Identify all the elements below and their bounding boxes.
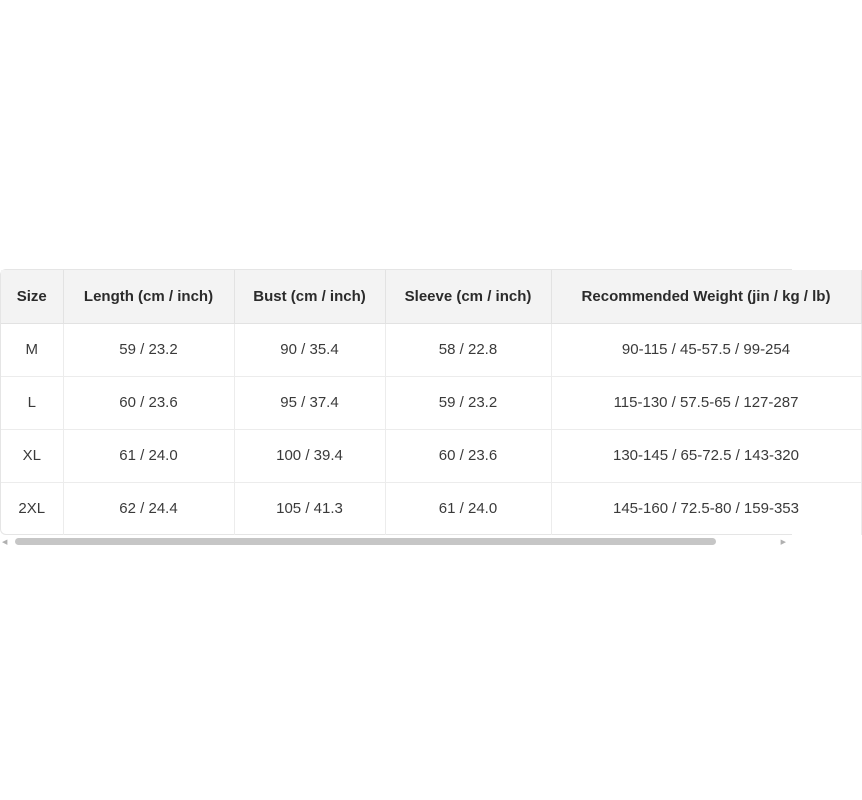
- cell-bust: 105 / 41.3: [234, 482, 385, 535]
- cell-length: 62 / 24.4: [63, 482, 234, 535]
- cell-weight: 130-145 / 65-72.5 / 143-320: [551, 429, 861, 482]
- header-sleeve: Sleeve (cm / inch): [385, 270, 551, 323]
- header-recommended-weight: Recommended Weight (jin / kg / lb): [551, 270, 861, 323]
- cell-weight: 115-130 / 57.5-65 / 127-287: [551, 376, 861, 429]
- size-chart-scroll-area[interactable]: [0, 269, 831, 535]
- cell-sleeve: 61 / 24.0: [385, 482, 551, 535]
- table-row: [1, 376, 861, 429]
- size-chart-container: [0, 269, 831, 547]
- table-row: [1, 429, 861, 482]
- table-header-row: [1, 270, 861, 323]
- header-length: Length (cm / inch): [63, 270, 234, 323]
- table-row: [1, 323, 861, 376]
- cell-weight: 145-160 / 72.5-80 / 159-353: [551, 482, 861, 535]
- cell-size: 2XL: [1, 482, 63, 535]
- cell-weight: 90-115 / 45-57.5 / 99-254: [551, 323, 861, 376]
- scroll-left-arrow-icon[interactable]: ◀: [2, 538, 8, 546]
- cell-length: 60 / 23.6: [63, 376, 234, 429]
- size-chart-table: [1, 270, 862, 535]
- table-row: [1, 482, 861, 535]
- cell-sleeve: 58 / 22.8: [385, 323, 551, 376]
- cell-length: 61 / 24.0: [63, 429, 234, 482]
- header-size: Size: [1, 270, 63, 323]
- cell-bust: 100 / 39.4: [234, 429, 385, 482]
- cell-length: 59 / 23.2: [63, 323, 234, 376]
- cell-size: L: [1, 376, 63, 429]
- cell-sleeve: 60 / 23.6: [385, 429, 551, 482]
- scroll-right-arrow-icon[interactable]: ▶: [780, 538, 786, 546]
- cell-size: XL: [1, 429, 63, 482]
- cell-bust: 95 / 37.4: [234, 376, 385, 429]
- horizontal-scrollbar[interactable]: [0, 537, 792, 547]
- scrollbar-thumb[interactable]: [15, 538, 716, 545]
- cell-size: M: [1, 323, 63, 376]
- cell-sleeve: 59 / 23.2: [385, 376, 551, 429]
- header-bust: Bust (cm / inch): [234, 270, 385, 323]
- cell-bust: 90 / 35.4: [234, 323, 385, 376]
